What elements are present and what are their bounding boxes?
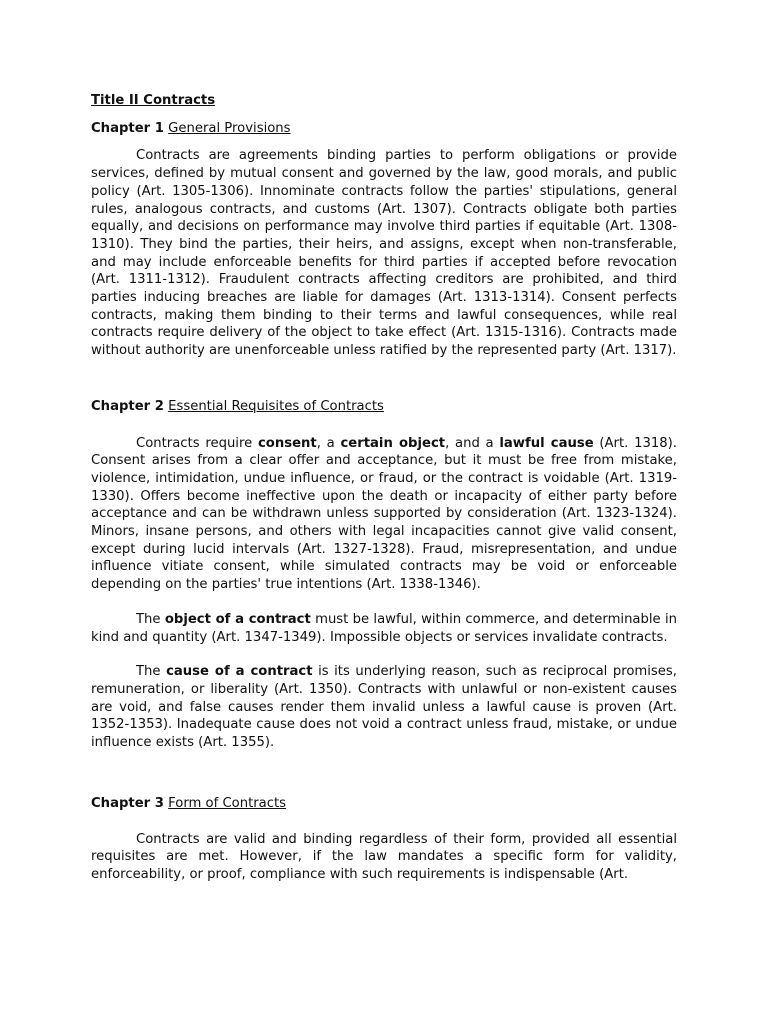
chapter-2-paragraph-1: Contracts require consent, a certain object, and a lawful cause (Art. 1318). Consent arises from a clear offer and acceptance, but it must be free from mistake, violence, intimidation, undue influence, or fraud, or the contract is voidable (Art. 1319-1330). Offers become ineffective upon the death or incapacity of either party before acceptance and can be withdrawn unless supported by consideration (Art. 1323-1324). Minors, insane persons, and others with legal incapacities cannot give valid consent, except during lucid intervals (Art. 1327-1328). Fraud, misrepresentation, and undue influence vitiate consent, while simulated contracts may be void or enforceable depending on the parties' true intentions (Art. 1338-1346).: [91, 435, 677, 593]
document-page: [91, 92, 677, 884]
chapter-2-paragraph-2: The object of a contract must be lawful, within commerce, and determinable in kind and quantity (Art. 1347-1349). Impossible objects or services invalidate contracts.: [91, 611, 677, 645]
term-object-of-contract: object of a contract: [164, 611, 311, 627]
term-consent: consent: [257, 435, 317, 451]
chapter-1-label: Chapter 1: [91, 120, 164, 136]
chapter-2-name: Essential Requisites of Contracts: [168, 398, 384, 414]
chapter-3-paragraph-1: Contracts are valid and binding regardless of their form, provided all essential requisites are met. However, if the law mandates a specific form for validity, enforceability, or proof, compliance with such requirements is indispensable (Art.: [91, 831, 677, 882]
chapter-3-heading: [91, 795, 677, 813]
chapter-1-name: General Provisions: [168, 120, 291, 136]
term-lawful-cause: lawful cause: [499, 435, 594, 451]
chapter-3-label: Chapter 3: [91, 795, 164, 811]
chapter-1-heading: [91, 120, 677, 138]
chapter-1-paragraph-1: Contracts are agreements binding parties to perform obligations or provide services, defined by mutual consent and governed by the law, good morals, and public policy (Art. 1305-1306). Innominate contracts follow the parties' stipulations, general rules, analogous contracts, and customs (Art. 1307). Contracts obligate both parties equally, and decisions on performance may involve third parties if equitable (Art. 1308-1310). They bind the parties, their heirs, and assigns, except when non-transferable, and may include enforceable benefits for third parties if accepted before revocation (Art. 1311-1312). Fraudulent contracts affecting creditors are prohibited, and third parties inducing breaches are liable for damages (Art. 1313-1314). Consent perfects contracts, making them binding to their terms and lawful consequences, while real contracts require delivery of the object to take effect (Art. 1315-1316). Contracts made without authority are unenforceable unless ratified by the represented party (Art. 1317).: [91, 148, 677, 359]
chapter-3-name: Form of Contracts: [168, 795, 287, 811]
chapter-2-paragraph-3: The cause of a contract is its underlying reason, such as reciprocal promises, remuneration, or liberality (Art. 1350). Contracts with unlawful or non-existent causes are void, and false causes render them invalid unless a lawful cause is proven (Art. 1352-1353). Inadequate cause does not void a contract unless fraud, mistake, or undue influence exists (Art. 1355).: [91, 664, 677, 751]
chapter-2-label: Chapter 2: [91, 398, 164, 414]
chapter-2-heading: [91, 398, 677, 416]
term-cause-of-contract: cause of a contract: [166, 664, 313, 680]
document-title: Title II Contracts: [91, 93, 216, 108]
term-certain-object: certain object: [340, 435, 446, 451]
